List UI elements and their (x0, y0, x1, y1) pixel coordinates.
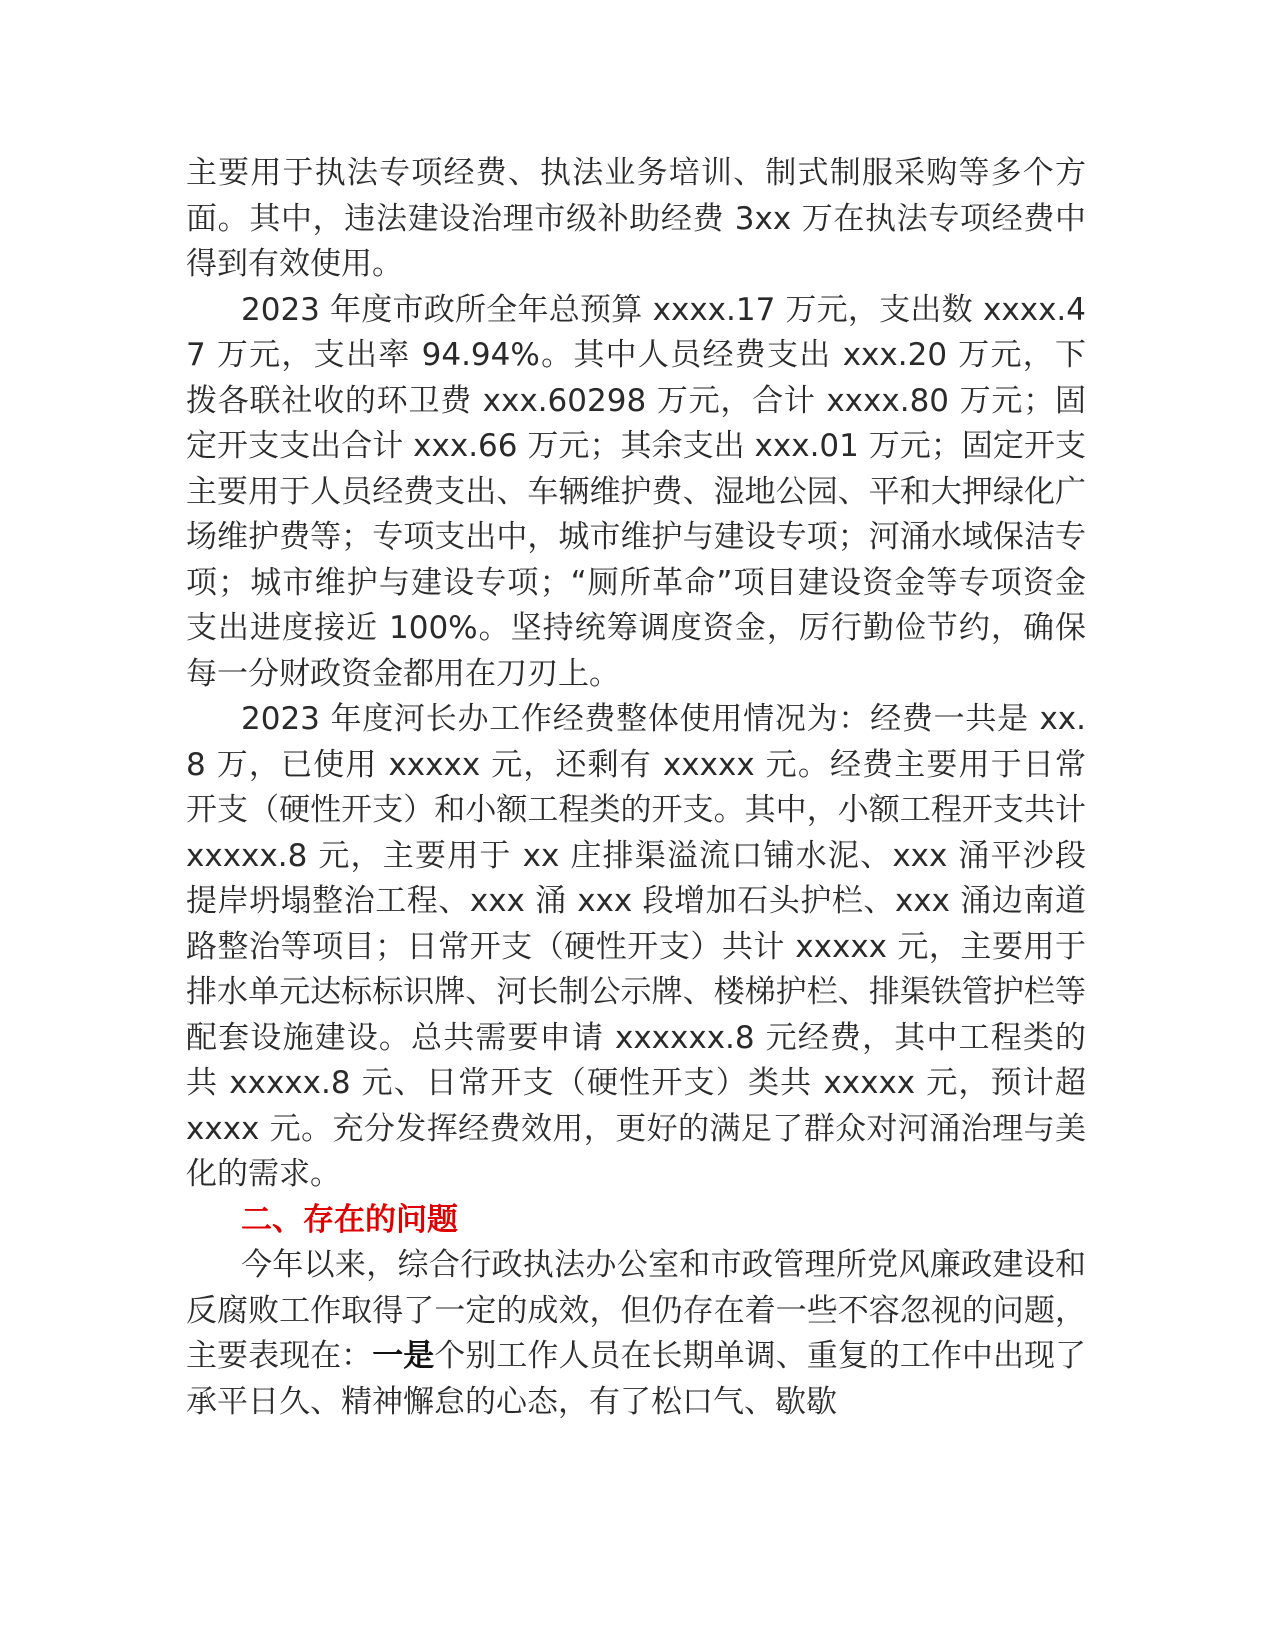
paragraph-problems-tail: 个别工作人员在长期单调、重复的工作中出现了承平日久、精神懈怠的心态，有了松口气、歇歇 (186, 1338, 1087, 1420)
document-page (186, 151, 1086, 1425)
emphasis-first-point: 一是 (372, 1338, 435, 1374)
paragraph-problems-lead: 今年以来，综合行政执法办公室和市政管理所党风廉政建设和反腐败工作取得了一定的成效，但仍存在着一些不容忽视的问题，主要表现在： (186, 1247, 1086, 1374)
paragraph-municipal-budget: 2023 年度市政所全年总预算 xxxx.17 万元，支出数 xxxx.47 万元，支出率 94.94%。其中人员经费支出 xxx.20 万元，下拨各联社收的环卫费 xxx.60298 万元，合计 xxxx.80 万元；固定开支支出合计 xxx.66 万元；其余支出 xxx.01 万元；固定开支主要用于人员经费支出、车辆维护费、湿地公园、平和大押绿化广场维护费等；专项支出中，城市维护与建设专项；河涌水域保洁专项；城市维护与建设专项；“厕所革命”项目建设资金等专项资金支出进度接近 100%。坚持统筹调度资金，厉行勤俭节约，确保每一分财政资金都用在刀刃上。 (186, 291, 1086, 692)
paragraph-river-chief-funds: 2023 年度河长办工作经费整体使用情况为：经费一共是 xx.8 万，已使用 xxxxx 元，还剩有 xxxxx 元。经费主要用于日常开支（硬性开支）和小额工程类的开支。其中，小额工程开支共计 xxxxx.8 元，主要用于 xx 庄排渠溢流口铺水泥、xxx 涌平沙段提岸坍塌整治工程、xxx 涌 xxx 段增加石头护栏、xxx 涌边南道路整治等项目；日常开支（硬性开支）共计 xxxxx 元，主要用于排水单元达标标识牌、河长制公示牌、楼梯护栏、排渠铁管护栏等配套设施建设。总共需要申请 xxxxxx.8 元经费，其中工程类的共 xxxxx.8 元、日常开支（硬性开支）类共 xxxxx 元，预计超 xxxx 元。充分发挥经费效用，更好的满足了群众对河涌治理与美化的需求。 (186, 701, 1086, 1192)
section-heading-problems: 二、存在的问题 (241, 1201, 458, 1238)
paragraph-enforcement-funds: 主要用于执法专项经费、执法业务培训、制式制服采购等多个方面。其中，违法建设治理市级补助经费 3xx 万在执法专项经费中得到有效使用。 (186, 155, 1086, 282)
paragraph-problems (186, 1243, 1086, 1425)
